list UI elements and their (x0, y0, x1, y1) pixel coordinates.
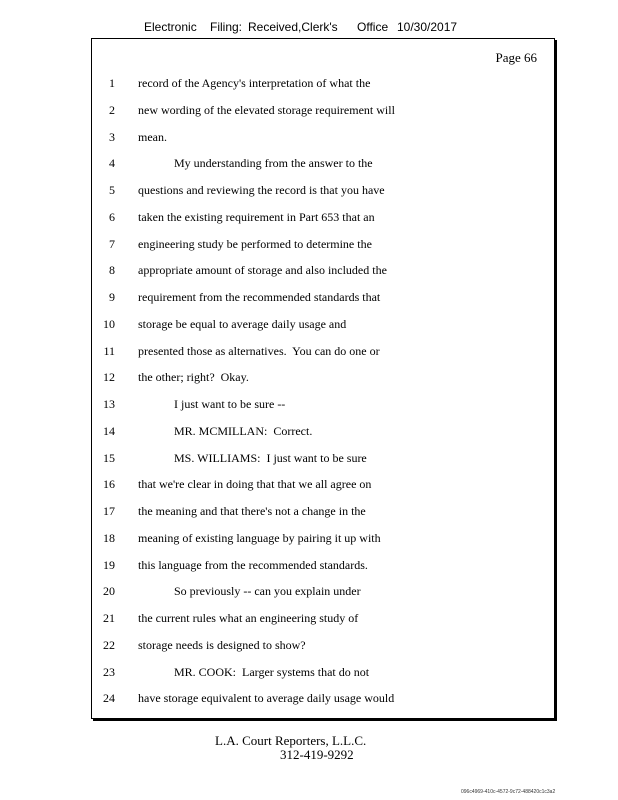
line-number: 21 (103, 611, 115, 625)
line-number: 7 (109, 237, 115, 251)
line-number: 1 (109, 76, 115, 90)
line-number: 12 (103, 370, 115, 384)
line-text: questions and reviewing the record is that you have (138, 183, 385, 197)
line-text: have storage equivalent to average daily usage would (138, 691, 395, 705)
line-number: 8 (109, 263, 115, 277)
line-text: this language from the recommended standards. (138, 558, 368, 572)
line-text: taken the existing requirement in Part 653 that an (138, 210, 375, 224)
line-number: 15 (103, 451, 115, 465)
line-text: MR. MCMILLAN: Correct. (138, 424, 313, 438)
line-text: presented those as alternatives. You can do one or (138, 344, 380, 358)
transcript-page (91, 38, 555, 719)
line-number: 4 (109, 156, 115, 170)
line-text: that we're clear in doing that that we all agree on (138, 477, 372, 491)
line-text: new wording of the elevated storage requirement will (138, 103, 395, 117)
line-number: 2 (109, 103, 115, 117)
filing-header-office: Office (357, 20, 389, 34)
line-text: the other; right? Okay. (138, 370, 249, 384)
line-number: 17 (103, 504, 115, 518)
line-number: 23 (103, 665, 115, 679)
line-text: appropriate amount of storage and also included the (138, 263, 387, 277)
line-text: meaning of existing language by pairing it up with (138, 531, 381, 545)
line-number: 6 (109, 210, 115, 224)
line-number: 19 (103, 558, 115, 572)
line-text: I just want to be sure -- (138, 397, 286, 411)
line-text: record of the Agency's interpretation of what the (138, 76, 371, 90)
line-text: the current rules what an engineering study of (138, 611, 359, 625)
line-number: 18 (103, 531, 115, 545)
line-number: 9 (109, 290, 115, 304)
line-text: engineering study be performed to determine the (138, 237, 372, 251)
line-text: storage be equal to average daily usage and (138, 317, 347, 331)
line-number: 16 (103, 477, 115, 491)
line-number: 24 (103, 691, 115, 705)
filing-header (0, 20, 618, 38)
line-text: My understanding from the answer to the (138, 156, 373, 170)
footer-phone: 312-419-9292 (280, 747, 354, 762)
line-number: 11 (103, 344, 115, 358)
line-number: 10 (103, 317, 115, 331)
line-number: 20 (103, 584, 115, 598)
line-text: the meaning and that there's not a change in the (138, 504, 366, 518)
footer-document-id: 096c4969-410c-4572-9c72-488420c1c3a2 (461, 789, 556, 795)
filing-header-filing: Filing: (210, 20, 243, 34)
footer-company: L.A. Court Reporters, L.L.C. (215, 733, 367, 748)
filing-header-received: Received,Clerk's (248, 20, 338, 34)
page-number: Page 66 (495, 50, 537, 65)
line-number: 14 (103, 424, 115, 438)
filing-header-electronic: Electronic (144, 20, 197, 34)
line-text: MS. WILLIAMS: I just want to be sure (138, 451, 367, 465)
line-text: mean. (138, 130, 167, 144)
line-text: So previously -- can you explain under (138, 584, 361, 598)
line-number: 5 (109, 183, 115, 197)
line-number: 13 (103, 397, 115, 411)
line-text: requirement from the recommended standards that (138, 290, 381, 304)
line-text: storage needs is designed to show? (138, 638, 306, 652)
line-number: 22 (103, 638, 115, 652)
filing-header-date: 10/30/2017 (397, 20, 458, 34)
line-number: 3 (109, 130, 115, 144)
line-text: MR. COOK: Larger systems that do not (138, 665, 370, 679)
